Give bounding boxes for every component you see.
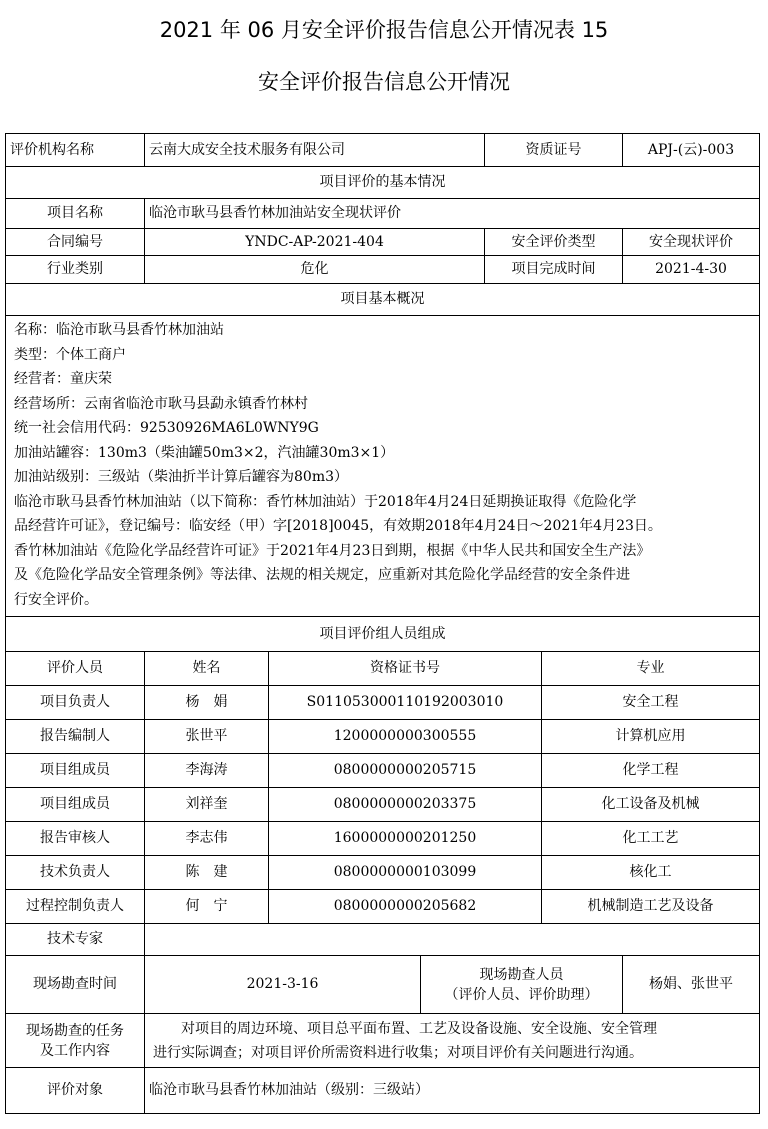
member-cert: 1600000000201250 [269,822,542,856]
eval-type-value: 安全现状评价 [623,229,760,256]
expert-value [145,924,760,956]
member-major: 核化工 [542,856,760,890]
team-header-name: 姓名 [145,652,269,686]
org-row [6,134,760,167]
overview-line: 经营者：童庆荣 [14,371,112,387]
project-name-value: 临沧市耿马县香竹林加油站安全现状评价 [145,199,760,229]
page-subtitle: 安全评价报告信息公开情况 [258,70,510,94]
object-value: 临沧市耿马县香竹林加油站（级别：三级站） [145,1068,760,1114]
survey-task-label [6,1014,145,1068]
eval-type-label: 安全评价类型 [485,229,623,256]
basic-section-title: 项目评价的基本情况 [6,167,760,199]
member-role: 报告编制人 [6,720,145,754]
member-cert: 1200000000300555 [269,720,542,754]
cert-label: 资质证号 [485,134,623,167]
overview-line: 香竹林加油站《危险化学品经营许可证》于2021年4月23日到期，根据《中华人民共和国安全生产法》 [14,542,651,559]
overview-line: 品经营许可证》，登记编号：临安经（甲）字[2018]0045，有效期2018年4月24日～2021年4月23日。 [14,518,662,534]
member-major: 计算机应用 [542,720,760,754]
member-name: 刘祥奎 [145,788,269,822]
member-role: 技术负责人 [6,856,145,890]
member-name: 李志伟 [145,822,269,856]
survey-time-label: 现场勘查时间 [6,956,145,1014]
survey-task-line1: 对项目的周边环境、项目总平面布置、工艺及设备设施、安全设施、安全管理 [181,1020,657,1037]
overview-line: 类型：个体工商户 [14,346,126,363]
cert-value: APJ-(云)-003 [623,134,760,167]
member-name: 杨 娟 [145,686,269,720]
member-cert: 0800000000205682 [269,890,542,924]
member-role: 项目组成员 [6,754,145,788]
table-row [6,754,760,788]
member-cert: S011053000110192003010 [269,686,542,720]
industry-label: 行业类别 [6,256,145,284]
survey-task-label-line1: 现场勘查的任务 [26,1022,124,1039]
project-name-label: 项目名称 [6,199,145,229]
finish-value: 2021-4-30 [623,256,760,284]
overview-line: 行安全评价。 [14,591,98,608]
member-name: 张世平 [145,720,269,754]
finish-label: 项目完成时间 [485,256,623,284]
member-cert: 0800000000205715 [269,754,542,788]
contract-value: YNDC-AP-2021-404 [145,229,485,256]
page-title: 2021 年 06 月安全评价报告信息公开情况表 15 [159,18,609,42]
member-name: 陈 建 [145,856,269,890]
member-role: 项目组成员 [6,788,145,822]
member-major: 化学工程 [542,754,760,788]
org-value: 云南大成安全技术服务有限公司 [145,134,485,167]
industry-value: 危化 [145,256,485,284]
table-row [6,822,760,856]
survey-staff-value: 杨娟、张世平 [623,956,760,1014]
overview-line: 经营场所：云南省临沧市耿马县勐永镇香竹林村 [14,395,308,412]
team-section-title: 项目评价组人员组成 [6,617,760,652]
team-header-row [6,652,760,686]
team-header-role: 评价人员 [6,652,145,686]
table-row [6,788,760,822]
member-role: 报告审核人 [6,822,145,856]
team-header-cert: 资格证书号 [269,652,542,686]
survey-task-label-line2: 及工作内容 [40,1042,110,1059]
table-row [6,890,760,924]
survey-staff-label-line1: 现场勘查人员 [479,966,564,983]
survey-staff-label-line2: （评价人员、评价助理） [444,986,599,1003]
overview-text [6,316,760,617]
survey-staff-label [421,956,623,1014]
object-label: 评价对象 [6,1068,145,1114]
overview-line: 名称：临沧市耿马县香竹林加油站 [14,322,224,338]
info-table [5,133,760,1114]
overview-line: 临沧市耿马县香竹林加油站（以下简称：香竹林加油站）于2018年4月24日延期换证取得《危险化学 [14,493,637,510]
table-row [6,720,760,754]
member-name: 何 宁 [145,890,269,924]
expert-label: 技术专家 [6,924,145,956]
table-row [6,686,760,720]
survey-task-line2: 进行实际调查；对项目评价所需资料进行收集；对项目评价有关问题进行沟通。 [153,1044,643,1061]
overview-section-title: 项目基本概况 [6,284,760,316]
member-major: 化工工艺 [542,822,760,856]
member-role: 过程控制负责人 [6,890,145,924]
overview-line: 统一社会信用代码：92530926MA6L0WNY9G [14,420,319,436]
overview-line: 加油站级别：三级站（柴油折半计算后罐容为80m3） [14,469,348,485]
member-role: 项目负责人 [6,686,145,720]
member-cert: 0800000000103099 [269,856,542,890]
table-row [6,856,760,890]
member-name: 李海涛 [145,754,269,788]
overview-line: 加油站罐容：130m3（柴油罐50m3×2，汽油罐30m3×1） [14,444,395,461]
member-major: 机械制造工艺及设备 [542,890,760,924]
contract-label: 合同编号 [6,229,145,256]
team-header-major: 专业 [542,652,760,686]
overview-line: 及《危险化学品安全管理条例》等法律、法规的相关规定，应重新对其危险化学品经营的安全条件进 [14,567,630,583]
member-cert: 0800000000203375 [269,788,542,822]
survey-task-value [145,1014,760,1068]
member-major: 化工设备及机械 [542,788,760,822]
org-label: 评价机构名称 [6,134,145,167]
member-major: 安全工程 [542,686,760,720]
survey-time-value: 2021-3-16 [145,956,421,1014]
